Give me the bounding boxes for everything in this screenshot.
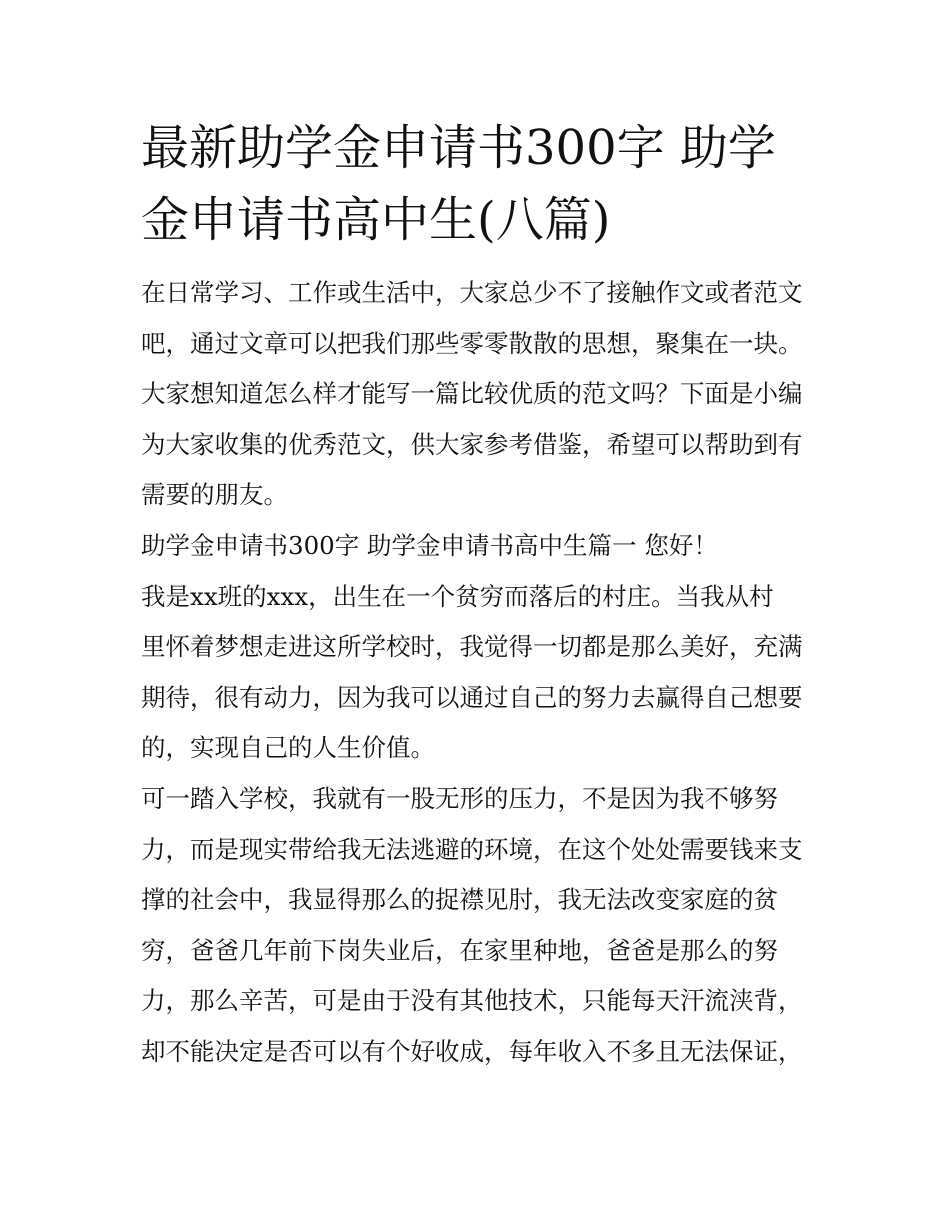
document-body (141, 268, 821, 1078)
title-line-1: 最新助学金申请书300字 助学 (141, 120, 776, 176)
body-line: 的，实现自己的人生价值。 (141, 733, 435, 763)
body-line: 在日常学习、工作或生活中，大家总少不了接触作文或者范文 (141, 278, 803, 307)
body-line: 吧，通过文章可以把我们那些零零散散的思想，聚集在一块。 (141, 328, 803, 358)
body-line: 力，而是现实带给我无法逃避的环境，在这个处处需要钱来支 (141, 834, 803, 864)
body-line: 大家想知道怎么样才能写一篇比较优质的范文吗？下面是小编 (141, 379, 803, 409)
body-line: 需要的朋友。 (141, 480, 288, 510)
section-heading-line: 助学金申请书300字 助学金申请书高中生篇一 您好！ (141, 530, 718, 560)
document-content (141, 112, 821, 1078)
body-line: 撑的社会中，我显得那么的捉襟见肘，我无法改变家庭的贫 (141, 885, 778, 915)
body-line: 可一踏入学校，我就有一股无形的压力，不是因为我不够努 (141, 783, 778, 813)
body-line: 期待，很有动力，因为我可以通过自己的努力去赢得自己想要 (141, 682, 803, 712)
body-line: 力，那么辛苦，可是由于没有其他技术，只能每天汗流浃背， (141, 986, 803, 1016)
body-line: 为大家收集的优秀范文，供大家参考借鉴，希望可以帮助到有 (141, 429, 803, 459)
body-line: 我是xx班的xxx，出生在一个贫穷而落后的村庄。当我从村 (141, 581, 774, 611)
body-line: 里怀着梦想走进这所学校时，我觉得一切都是那么美好，充满 (141, 632, 803, 662)
body-line: 穷，爸爸几年前下岗失业后，在家里种地，爸爸是那么的努 (141, 935, 778, 965)
body-line: 却不能决定是否可以有个好收成，每年收入不多且无法保证， (141, 1036, 803, 1066)
title-line-2: 金申请书高中生(八篇) (141, 192, 611, 248)
document-title (141, 112, 821, 256)
